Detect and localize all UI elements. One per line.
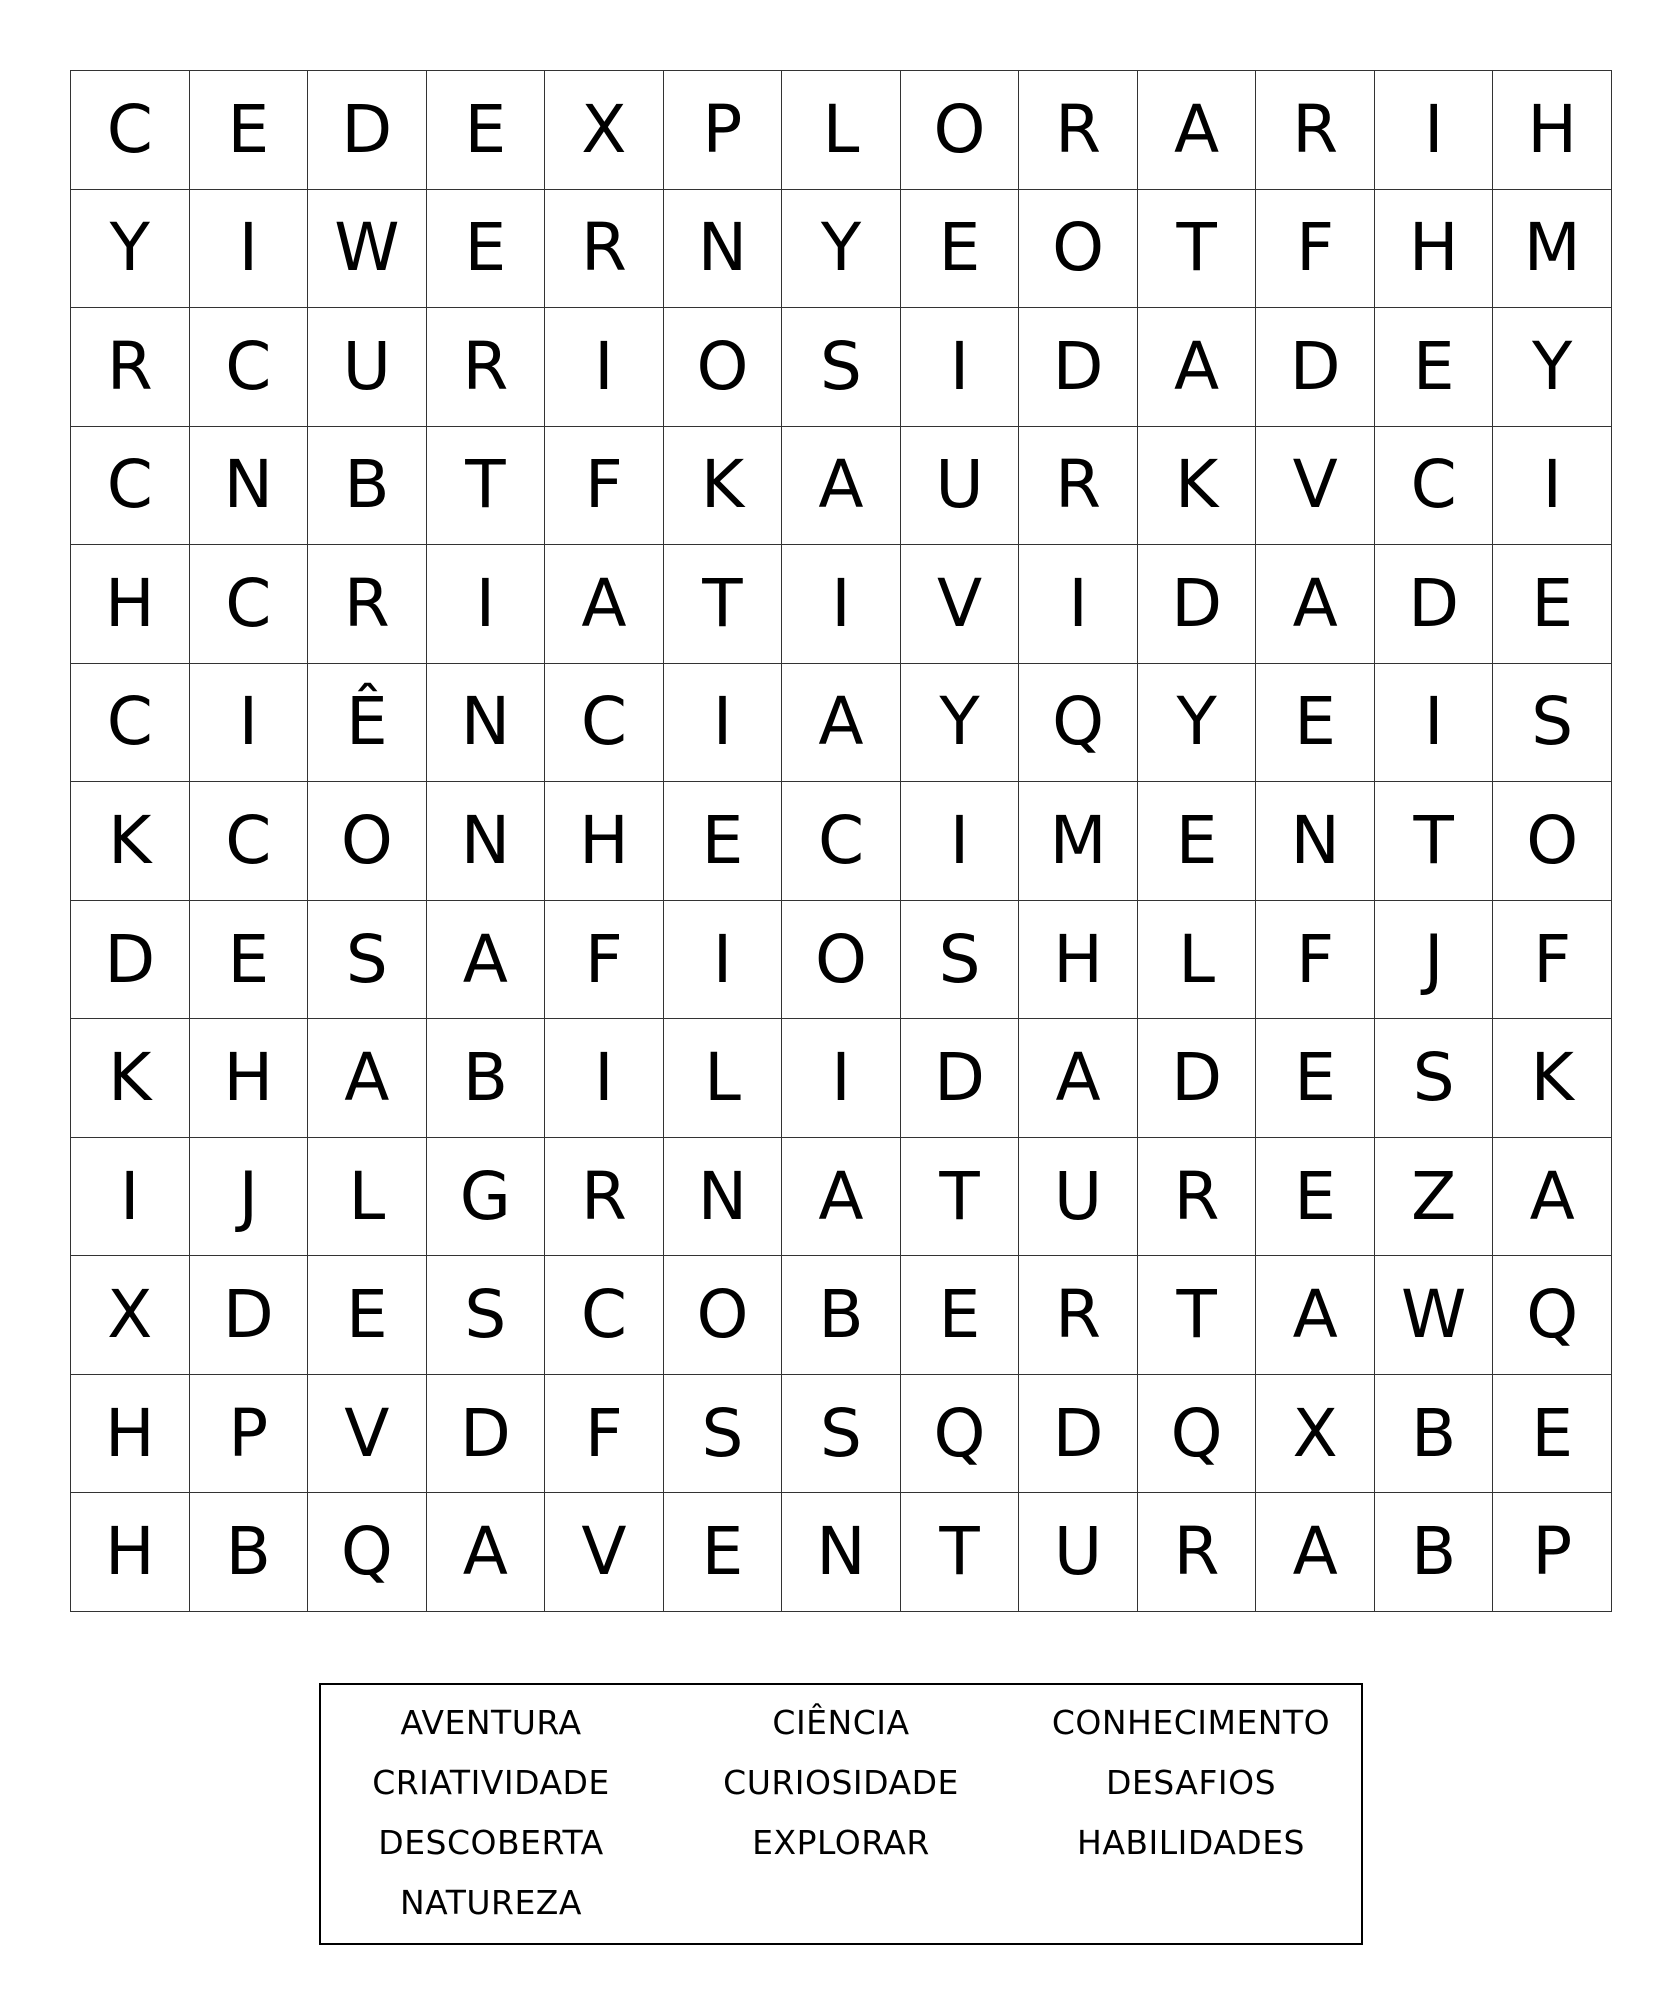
grid-cell[interactable]: R [427,308,546,427]
grid-cell[interactable]: T [427,427,546,546]
grid-cell[interactable]: O [901,71,1020,190]
grid-cell[interactable]: F [1256,901,1375,1020]
grid-cell[interactable]: A [427,1493,546,1612]
grid-cell[interactable]: R [545,190,664,309]
grid-cell[interactable]: C [71,71,190,190]
grid-cell[interactable]: I [545,308,664,427]
grid-cell[interactable]: A [782,1138,901,1257]
grid-cell[interactable]: K [1138,427,1257,546]
grid-cell[interactable]: A [1256,1256,1375,1375]
grid-cell[interactable]: R [1256,71,1375,190]
word-list-item: AVENTURA [400,1703,582,1742]
grid-cell[interactable]: A [1138,308,1257,427]
grid-cell[interactable]: O [1019,190,1138,309]
grid-cell[interactable]: F [545,901,664,1020]
grid-cell[interactable]: D [427,1375,546,1494]
grid-cell[interactable]: R [71,308,190,427]
grid-cell[interactable]: H [71,545,190,664]
grid-cell[interactable]: K [664,427,783,546]
grid-cell[interactable]: E [1375,308,1494,427]
grid-cell[interactable]: E [1493,545,1612,664]
grid-cell[interactable]: C [545,664,664,783]
grid-cell[interactable]: R [1019,71,1138,190]
grid-cell[interactable]: A [545,545,664,664]
grid-cell[interactable]: B [782,1256,901,1375]
grid-cell[interactable]: S [1375,1019,1494,1138]
grid-cell[interactable]: T [1138,190,1257,309]
grid-cell[interactable]: O [308,782,427,901]
word-list-item: DESCOBERTA [378,1823,604,1862]
grid-cell[interactable]: T [1375,782,1494,901]
grid-cell[interactable]: U [308,308,427,427]
grid-cell[interactable]: Q [901,1375,1020,1494]
grid-cell[interactable]: A [782,664,901,783]
grid-cell[interactable]: P [664,71,783,190]
grid-cell[interactable]: Q [1493,1256,1612,1375]
grid-cell[interactable]: C [190,545,309,664]
grid-cell[interactable]: H [190,1019,309,1138]
grid-cell[interactable]: E [1256,1019,1375,1138]
grid-cell[interactable]: N [664,190,783,309]
word-list-item: HABILIDADES [1077,1823,1305,1862]
grid-cell[interactable]: Q [308,1493,427,1612]
word-list-item: CIÊNCIA [772,1703,910,1742]
word-list-item: DESAFIOS [1105,1763,1277,1802]
word-list-item: CRIATIVIDADE [372,1763,610,1802]
grid-cell[interactable]: A [1019,1019,1138,1138]
grid-cell[interactable]: E [190,901,309,1020]
grid-cell[interactable]: R [1019,427,1138,546]
grid-cell[interactable]: A [782,427,901,546]
grid-cell[interactable]: A [427,901,546,1020]
grid-cell[interactable]: I [782,545,901,664]
grid-cell[interactable]: J [190,1138,309,1257]
word-list-item: EXPLORAR [752,1823,930,1862]
grid-cell[interactable]: A [308,1019,427,1138]
grid-cell[interactable]: L [308,1138,427,1257]
grid-cell[interactable]: D [1019,1375,1138,1494]
grid-cell[interactable]: W [1375,1256,1494,1375]
grid-cell[interactable]: H [1375,190,1494,309]
grid-cell[interactable]: K [71,1019,190,1138]
grid-cell[interactable]: V [545,1493,664,1612]
grid-cell[interactable]: C [71,427,190,546]
grid-cell[interactable]: C [190,782,309,901]
grid-cell[interactable]: E [901,190,1020,309]
grid-cell[interactable]: N [782,1493,901,1612]
grid-cell[interactable]: T [901,1493,1020,1612]
grid-cell[interactable]: C [782,782,901,901]
grid-cell[interactable]: N [427,664,546,783]
grid-cell[interactable]: Y [901,664,1020,783]
grid-cell[interactable]: E [308,1256,427,1375]
grid-cell[interactable]: Y [1138,664,1257,783]
grid-cell[interactable]: K [71,782,190,901]
grid-cell[interactable]: Y [1493,308,1612,427]
grid-cell[interactable]: I [427,545,546,664]
grid-cell[interactable]: E [901,1256,1020,1375]
grid-cell[interactable]: H [71,1375,190,1494]
grid-cell[interactable]: S [1493,664,1612,783]
grid-cell[interactable]: O [664,1256,783,1375]
grid-cell[interactable]: N [427,782,546,901]
grid-cell[interactable]: J [1375,901,1494,1020]
grid-cell[interactable]: D [1256,308,1375,427]
grid-cell[interactable]: N [190,427,309,546]
grid-cell[interactable]: A [1256,545,1375,664]
grid-cell[interactable]: Ê [308,664,427,783]
grid-cell[interactable]: R [308,545,427,664]
grid-cell[interactable]: S [901,901,1020,1020]
grid-cell[interactable]: Y [71,190,190,309]
grid-cell[interactable]: D [901,1019,1020,1138]
grid-cell[interactable]: E [664,1493,783,1612]
grid-cell[interactable]: S [427,1256,546,1375]
grid-cell[interactable]: G [427,1138,546,1257]
grid-cell[interactable]: I [901,308,1020,427]
grid-cell[interactable]: F [545,427,664,546]
grid-cell[interactable]: D [71,901,190,1020]
grid-cell[interactable]: I [190,664,309,783]
grid-cell[interactable]: I [664,901,783,1020]
word-list [319,1683,1363,1945]
grid-cell[interactable]: R [545,1138,664,1257]
word-list-item: CURIOSIDADE [723,1763,959,1802]
grid-cell[interactable]: A [1138,71,1257,190]
grid-cell[interactable]: I [1493,427,1612,546]
grid-cell[interactable]: F [1256,190,1375,309]
grid-cell[interactable]: H [545,782,664,901]
word-list-item: NATUREZA [400,1883,582,1922]
grid-cell[interactable]: Y [782,190,901,309]
grid-cell[interactable]: I [1375,71,1494,190]
grid-cell[interactable]: E [190,71,309,190]
grid-cell[interactable]: U [901,427,1020,546]
grid-cell[interactable]: R [1019,1256,1138,1375]
grid-cell[interactable]: U [1019,1138,1138,1257]
grid-cell[interactable]: Z [1375,1138,1494,1257]
grid-cell[interactable]: S [664,1375,783,1494]
grid-cell[interactable]: C [71,664,190,783]
grid-cell[interactable]: O [1493,782,1612,901]
grid-cell[interactable]: N [1256,782,1375,901]
grid-cell[interactable]: D [1019,308,1138,427]
grid-cell[interactable]: T [901,1138,1020,1257]
grid-cell[interactable]: P [1493,1493,1612,1612]
grid-cell[interactable]: E [1493,1375,1612,1494]
grid-cell[interactable]: X [71,1256,190,1375]
grid-cell[interactable]: Q [1019,664,1138,783]
grid-cell[interactable]: W [308,190,427,309]
grid-cell[interactable]: I [901,782,1020,901]
grid-cell[interactable]: D [1375,545,1494,664]
grid-cell[interactable]: T [1138,1256,1257,1375]
grid-cell[interactable]: A [1493,1138,1612,1257]
grid-cell[interactable]: I [782,1019,901,1138]
grid-cell[interactable]: C [545,1256,664,1375]
grid-cell[interactable]: O [782,901,901,1020]
grid-cell[interactable]: B [308,427,427,546]
grid-cell[interactable]: V [308,1375,427,1494]
grid-cell[interactable]: E [427,71,546,190]
grid-cell[interactable]: C [190,308,309,427]
grid-cell[interactable]: D [190,1256,309,1375]
grid-cell[interactable]: F [545,1375,664,1494]
grid-cell[interactable]: T [664,545,783,664]
grid-cell[interactable]: F [1493,901,1612,1020]
grid-cell[interactable]: U [1019,1493,1138,1612]
grid-cell[interactable]: D [1138,1019,1257,1138]
grid-cell[interactable]: I [1019,545,1138,664]
grid-cell[interactable]: V [1256,427,1375,546]
letter-grid [70,70,1612,1612]
grid-cell[interactable]: E [664,782,783,901]
grid-cell[interactable]: E [1256,1138,1375,1257]
grid-cell[interactable]: E [1138,782,1257,901]
grid-cell[interactable]: C [1375,427,1494,546]
grid-cell[interactable]: Q [1138,1375,1257,1494]
grid-cell[interactable]: I [71,1138,190,1257]
grid-cell[interactable]: B [190,1493,309,1612]
grid-cell[interactable]: L [664,1019,783,1138]
grid-cell[interactable]: B [1375,1375,1494,1494]
grid-cell[interactable]: L [782,71,901,190]
grid-cell[interactable]: N [664,1138,783,1257]
grid-cell[interactable]: R [1138,1493,1257,1612]
grid-cell[interactable]: O [664,308,783,427]
grid-cell[interactable]: I [190,190,309,309]
grid-cell[interactable]: X [1256,1375,1375,1494]
grid-cell[interactable]: S [308,901,427,1020]
grid-cell[interactable]: I [664,664,783,783]
grid-cell[interactable]: I [1375,664,1494,783]
grid-cell[interactable]: M [1493,190,1612,309]
grid-cell[interactable]: M [1019,782,1138,901]
grid-cell[interactable]: P [190,1375,309,1494]
grid-cell[interactable]: H [1019,901,1138,1020]
grid-cell[interactable]: S [782,308,901,427]
grid-cell[interactable]: X [545,71,664,190]
grid-cell[interactable]: E [427,190,546,309]
grid-cell[interactable]: R [1138,1138,1257,1257]
grid-cell[interactable]: D [308,71,427,190]
grid-cell[interactable]: E [1256,664,1375,783]
grid-cell[interactable]: I [545,1019,664,1138]
grid-cell[interactable]: H [71,1493,190,1612]
grid-cell[interactable]: B [427,1019,546,1138]
grid-cell[interactable]: H [1493,71,1612,190]
grid-cell[interactable]: V [901,545,1020,664]
grid-cell[interactable]: K [1493,1019,1612,1138]
grid-cell[interactable]: B [1375,1493,1494,1612]
grid-cell[interactable]: A [1256,1493,1375,1612]
word-list-item: CONHECIMENTO [1051,1703,1331,1742]
grid-cell[interactable]: S [782,1375,901,1494]
grid-cell[interactable]: L [1138,901,1257,1020]
grid-cell[interactable]: D [1138,545,1257,664]
